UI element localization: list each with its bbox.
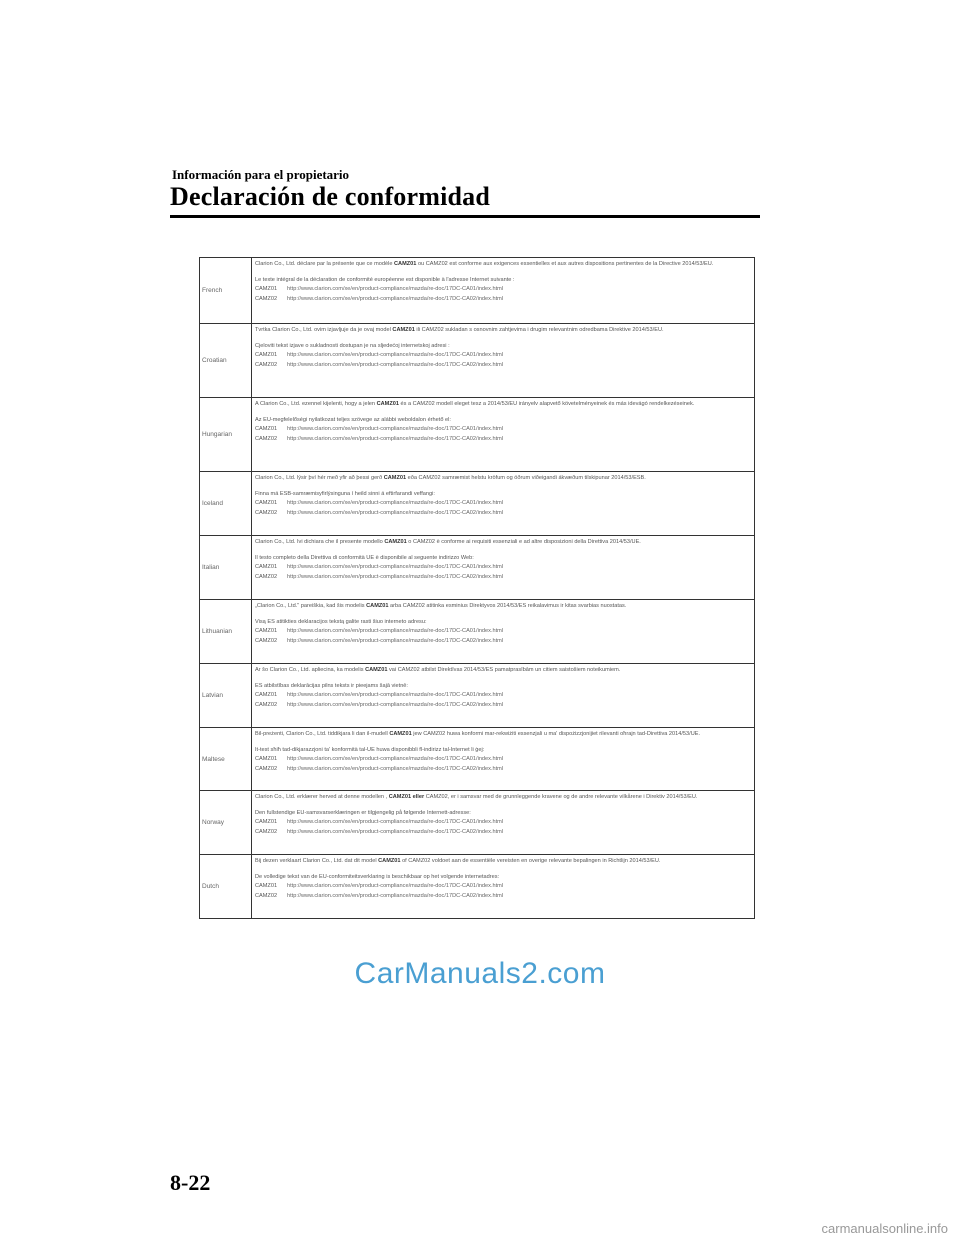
page-number: 8-22 [170, 1170, 211, 1195]
compliance-link[interactable]: http://www.clarion.com/xe/en/product-compliance/mazda/re-doc/17DC-CA02/index.html [287, 361, 504, 368]
model-code: CAMZ01 [378, 858, 401, 864]
availability-statement: ES atbilstības deklarācijas pilns teksts ir pieejams šajā vietnē: [255, 682, 408, 689]
language-label: Dutch [202, 883, 219, 890]
statement-text: Bij dezen verklaart Clarion Co., Ltd. dat dit model [255, 858, 379, 864]
url-line [255, 285, 750, 295]
statement-text: arba CAMZ02 atitinka esminius Direktyvos 2014/53/ES reikalavimus ir kitas svarbias nuostatas. [388, 603, 627, 609]
model-label: CAMZ02 [255, 892, 278, 899]
compliance-link[interactable]: http://www.clarion.com/xe/en/product-compliance/mazda/re-doc/17DC-CA02/index.html [287, 637, 504, 644]
compliance-link[interactable]: http://www.clarion.com/xe/en/product-compliance/mazda/re-doc/17DC-CA01/index.html [287, 500, 504, 507]
url-line [255, 691, 750, 701]
statement-text: Tvrtka Clarion Co., Ltd. ovim izjavljuje da je ovaj model [255, 327, 393, 333]
declaration-statement [255, 326, 750, 336]
compliance-link[interactable]: http://www.clarion.com/xe/en/product-compliance/mazda/re-doc/17DC-CA02/index.html [287, 435, 504, 442]
table-row [200, 791, 755, 855]
model-code: CAMZ01 [392, 327, 415, 333]
model-label: CAMZ01 [255, 692, 278, 699]
compliance-link[interactable]: http://www.clarion.com/xe/en/product-compliance/mazda/re-doc/17DC-CA02/index.html [287, 573, 504, 580]
model-label: CAMZ01 [255, 883, 278, 890]
footer-site: carmanualsonline.info [821, 1221, 948, 1236]
url-line [255, 361, 750, 371]
statement-text: o CAMZ02 è conforme ai requisiti essenziali e ad altre disposizioni della Direttiva 2014/53/UE. [406, 539, 641, 545]
model-label: CAMZ02 [255, 765, 278, 772]
declaration-statement [255, 666, 750, 676]
model-code: CAMZ01 [365, 667, 388, 673]
language-label: French [202, 287, 223, 294]
compliance-link[interactable]: http://www.clarion.com/xe/en/product-compliance/mazda/re-doc/17DC-CA01/index.html [287, 692, 504, 699]
url-line [255, 765, 750, 775]
statement-text: jew CAMZ02 huwa konformi mar-rekwiżiti essenzjali u ma' dispożizzjonijiet rilevanti oħrajn tad-Direttiva 2014/53/UE. [411, 731, 701, 737]
statement-text: Bil-preżenti, Clarion Co., Ltd. tiddikjara li dan il-mudell [255, 731, 390, 737]
language-label: Italian [202, 564, 220, 571]
declaration-cell [252, 324, 755, 398]
compliance-link[interactable]: http://www.clarion.com/xe/en/product-compliance/mazda/re-doc/17DC-CA02/index.html [287, 765, 504, 772]
url-line [255, 435, 750, 445]
section-label: Información para el propietario [172, 167, 350, 182]
statement-text: Clarion Co., Ltd. Ivi dichiara che il presente modello [255, 539, 385, 545]
language-cell [200, 324, 252, 398]
url-line [255, 755, 750, 765]
language-label: Hungarian [202, 431, 232, 438]
url-line [255, 828, 750, 838]
url-line [255, 295, 750, 305]
watermark: CarManuals2.com [354, 957, 606, 990]
language-cell [200, 472, 252, 536]
statement-text: CAMZ02, er i samsvar med de grunnleggende kravene og de andre relevante vilkårene i Direktiv 2014/53/EU. [424, 794, 698, 800]
availability-statement: Az EU-megfelelőségi nyilatkozat teljes szövege az alábbi weboldalon érhető el: [255, 416, 451, 423]
model-code: CAMZ01 [394, 261, 417, 267]
language-cell [200, 855, 252, 919]
compliance-link[interactable]: http://www.clarion.com/xe/en/product-compliance/mazda/re-doc/17DC-CA01/index.html [287, 628, 504, 635]
availability-statement: Den fullstendige EU-samsvarserklæringen er tilgjengelig på følgende Internett-adresse: [255, 809, 471, 816]
declaration-statement [255, 474, 750, 484]
language-label: Croatian [202, 357, 227, 364]
compliance-link[interactable]: http://www.clarion.com/xe/en/product-compliance/mazda/re-doc/17DC-CA01/index.html [287, 352, 504, 359]
compliance-link[interactable]: http://www.clarion.com/xe/en/product-compliance/mazda/re-doc/17DC-CA01/index.html [287, 286, 504, 293]
language-cell [200, 664, 252, 728]
url-line [255, 701, 750, 711]
compliance-link[interactable]: http://www.clarion.com/xe/en/product-compliance/mazda/re-doc/17DC-CA02/index.html [287, 509, 504, 516]
model-label: CAMZ01 [255, 426, 278, 433]
language-cell [200, 398, 252, 472]
model-code: CAMZ01 [383, 475, 407, 481]
url-line [255, 509, 750, 519]
compliance-link[interactable]: http://www.clarion.com/xe/en/product-compliance/mazda/re-doc/17DC-CA01/index.html [287, 426, 504, 433]
url-line [255, 351, 750, 361]
model-label: CAMZ02 [255, 637, 278, 644]
table-row [200, 324, 755, 398]
url-line [255, 627, 750, 637]
model-label: CAMZ01 [255, 628, 278, 635]
table-row [200, 855, 755, 919]
declaration-cell [252, 398, 755, 472]
declaration-table-body [200, 258, 755, 919]
table-row [200, 664, 755, 728]
statement-text: A Clarion Co., Ltd. ezennel kijelenti, hogy a jelen [255, 401, 377, 407]
language-cell [200, 600, 252, 664]
language-cell [200, 791, 252, 855]
availability-statement: It-test sħiħ tad-dikjarazzjoni ta' konformità tal-UE huwa disponibbli fl-indirizz tal-Internet li ġej: [255, 746, 485, 753]
url-line [255, 425, 750, 435]
declaration-cell [252, 664, 755, 728]
declaration-cell [252, 855, 755, 919]
url-line [255, 818, 750, 828]
table-row [200, 728, 755, 791]
url-line [255, 892, 750, 902]
page-title: Declaración de conformidad [170, 182, 491, 211]
declaration-statement [255, 857, 750, 867]
language-cell [200, 258, 252, 324]
statement-text: ou CAMZ02 est conforme aux exigences essentielles et aux autres dispositions pertinentes de la Directive 2014/53/EU. [416, 261, 714, 267]
statement-text: „Clarion Co., Ltd." pareiškia, kad šis modelis [255, 603, 367, 609]
declaration-cell [252, 472, 755, 536]
model-code: CAMZ01 eller [388, 794, 425, 800]
url-line [255, 499, 750, 509]
compliance-link[interactable]: http://www.clarion.com/xe/en/product-compliance/mazda/re-doc/17DC-CA01/index.html [287, 883, 504, 890]
language-label: Lithuanian [202, 628, 232, 635]
declaration-statement [255, 793, 750, 803]
declaration-cell [252, 536, 755, 600]
availability-statement: Finna má ESB-samræmisyfirlýsinguna í heild sinni á eftirfarandi veffangi: [255, 490, 435, 497]
table-row [200, 600, 755, 664]
model-label: CAMZ01 [255, 756, 278, 763]
table-row [200, 536, 755, 600]
statement-text: Clarion Co., Ltd. déclare par la présente que ce modèle [255, 261, 394, 267]
availability-statement: Visą ES atitikties deklaracijos tekstą galite rasti šiuo interneto adresu: [255, 618, 427, 625]
statement-text: of CAMZ02 voldoet aan de essentiële vereisten en overige relevante bepalingen in Richtlijn 2014/53/EU. [400, 858, 661, 864]
model-label: CAMZ02 [255, 828, 278, 835]
title-rule [170, 215, 760, 218]
model-label: CAMZ01 [255, 500, 278, 507]
availability-statement: Il testo completo della Direttiva di conformità UE è disponibile al seguente indirizzo Web: [255, 554, 474, 561]
statement-text: Clarion Co., Ltd. lýsir því hér með yfir að þessi gerð [255, 475, 384, 481]
model-code: CAMZ01 [376, 401, 399, 407]
statement-text: Clarion Co., Ltd. erklærer herved at denne modellen , [255, 794, 389, 800]
language-label: Iceland [202, 500, 223, 507]
declaration-statement [255, 602, 750, 612]
declaration-statement [255, 730, 750, 740]
language-cell [200, 536, 252, 600]
statement-text: Ar šo Clarion Co., Ltd. apliecina, ka modelis [255, 667, 366, 673]
model-label: CAMZ01 [255, 819, 278, 826]
model-label: CAMZ01 [255, 352, 278, 359]
language-label: Maltese [202, 755, 225, 763]
compliance-link[interactable]: http://www.clarion.com/xe/en/product-compliance/mazda/re-doc/17DC-CA02/index.html [287, 295, 504, 302]
model-label: CAMZ02 [255, 573, 278, 580]
model-label: CAMZ02 [255, 295, 278, 302]
availability-statement: Cjeloviti tekst izjave o sukladnosti dostupan je na sljedećoj internetskoj adresi : [255, 342, 450, 349]
declaration-statement [255, 260, 750, 270]
model-code: CAMZ01 [366, 603, 389, 609]
availability-statement: De volledige tekst van de EU-conformiteitsverklaring is beschikbaar op het volgende internetadres: [255, 873, 500, 880]
model-label: CAMZ02 [255, 361, 278, 368]
declaration-table [199, 257, 755, 919]
model-label: CAMZ01 [255, 286, 278, 293]
language-label: Latvian [202, 692, 223, 699]
compliance-link[interactable]: http://www.clarion.com/xe/en/product-compliance/mazda/re-doc/17DC-CA02/index.html [287, 701, 504, 708]
compliance-link[interactable]: http://www.clarion.com/xe/en/product-compliance/mazda/re-doc/17DC-CA01/index.html [287, 756, 504, 763]
statement-text: ili CAMZ02 sukladan s osnovnim zahtjevima i drugim relevantnim odredbama Direktive 2014/53/EU. [414, 327, 664, 333]
declaration-cell [252, 600, 755, 664]
declaration-cell [252, 791, 755, 855]
compliance-link[interactable]: http://www.clarion.com/xe/en/product-compliance/mazda/re-doc/17DC-CA02/index.html [287, 828, 504, 835]
statement-text: vai CAMZ02 atbilst Direktīvas 2014/53/ES pamatprasībām un citiem saistošiem noteikumiem. [387, 667, 621, 673]
compliance-link[interactable]: http://www.clarion.com/xe/en/product-compliance/mazda/re-doc/17DC-CA02/index.html [287, 892, 504, 899]
table-row [200, 472, 755, 536]
url-line [255, 882, 750, 892]
model-label: CAMZ01 [255, 564, 278, 571]
compliance-link[interactable]: http://www.clarion.com/xe/en/product-compliance/mazda/re-doc/17DC-CA01/index.html [287, 819, 504, 826]
url-line [255, 563, 750, 573]
availability-statement: Le texte intégral de la déclaration de conformité européenne est disponible à l'adresse Internet suivante : [255, 276, 515, 283]
declaration-cell [252, 258, 755, 324]
declaration-cell [252, 728, 755, 791]
declaration-statement [255, 538, 750, 548]
url-line [255, 573, 750, 583]
model-label: CAMZ02 [255, 701, 278, 708]
declaration-statement [255, 400, 750, 410]
table-row [200, 398, 755, 472]
language-label: Norway [202, 819, 225, 826]
model-label: CAMZ02 [255, 435, 278, 442]
language-cell [200, 728, 252, 791]
model-code: CAMZ01 [384, 539, 407, 545]
url-line [255, 637, 750, 647]
model-code: CAMZ01 [389, 731, 412, 737]
compliance-link[interactable]: http://www.clarion.com/xe/en/product-compliance/mazda/re-doc/17DC-CA01/index.html [287, 564, 504, 571]
model-label: CAMZ02 [255, 509, 278, 516]
statement-text: eða CAMZ02 samræmist helstu kröfum og öðrum viðeigandi ákvæðum tilskipunar 2014/53/ESB. [406, 475, 646, 481]
table-row [200, 258, 755, 324]
statement-text: és a CAMZ02 modell eleget tesz a 2014/53/EU irányelv alapvető követelményeinek és más idevágó rendelkezéseinek. [398, 401, 695, 407]
